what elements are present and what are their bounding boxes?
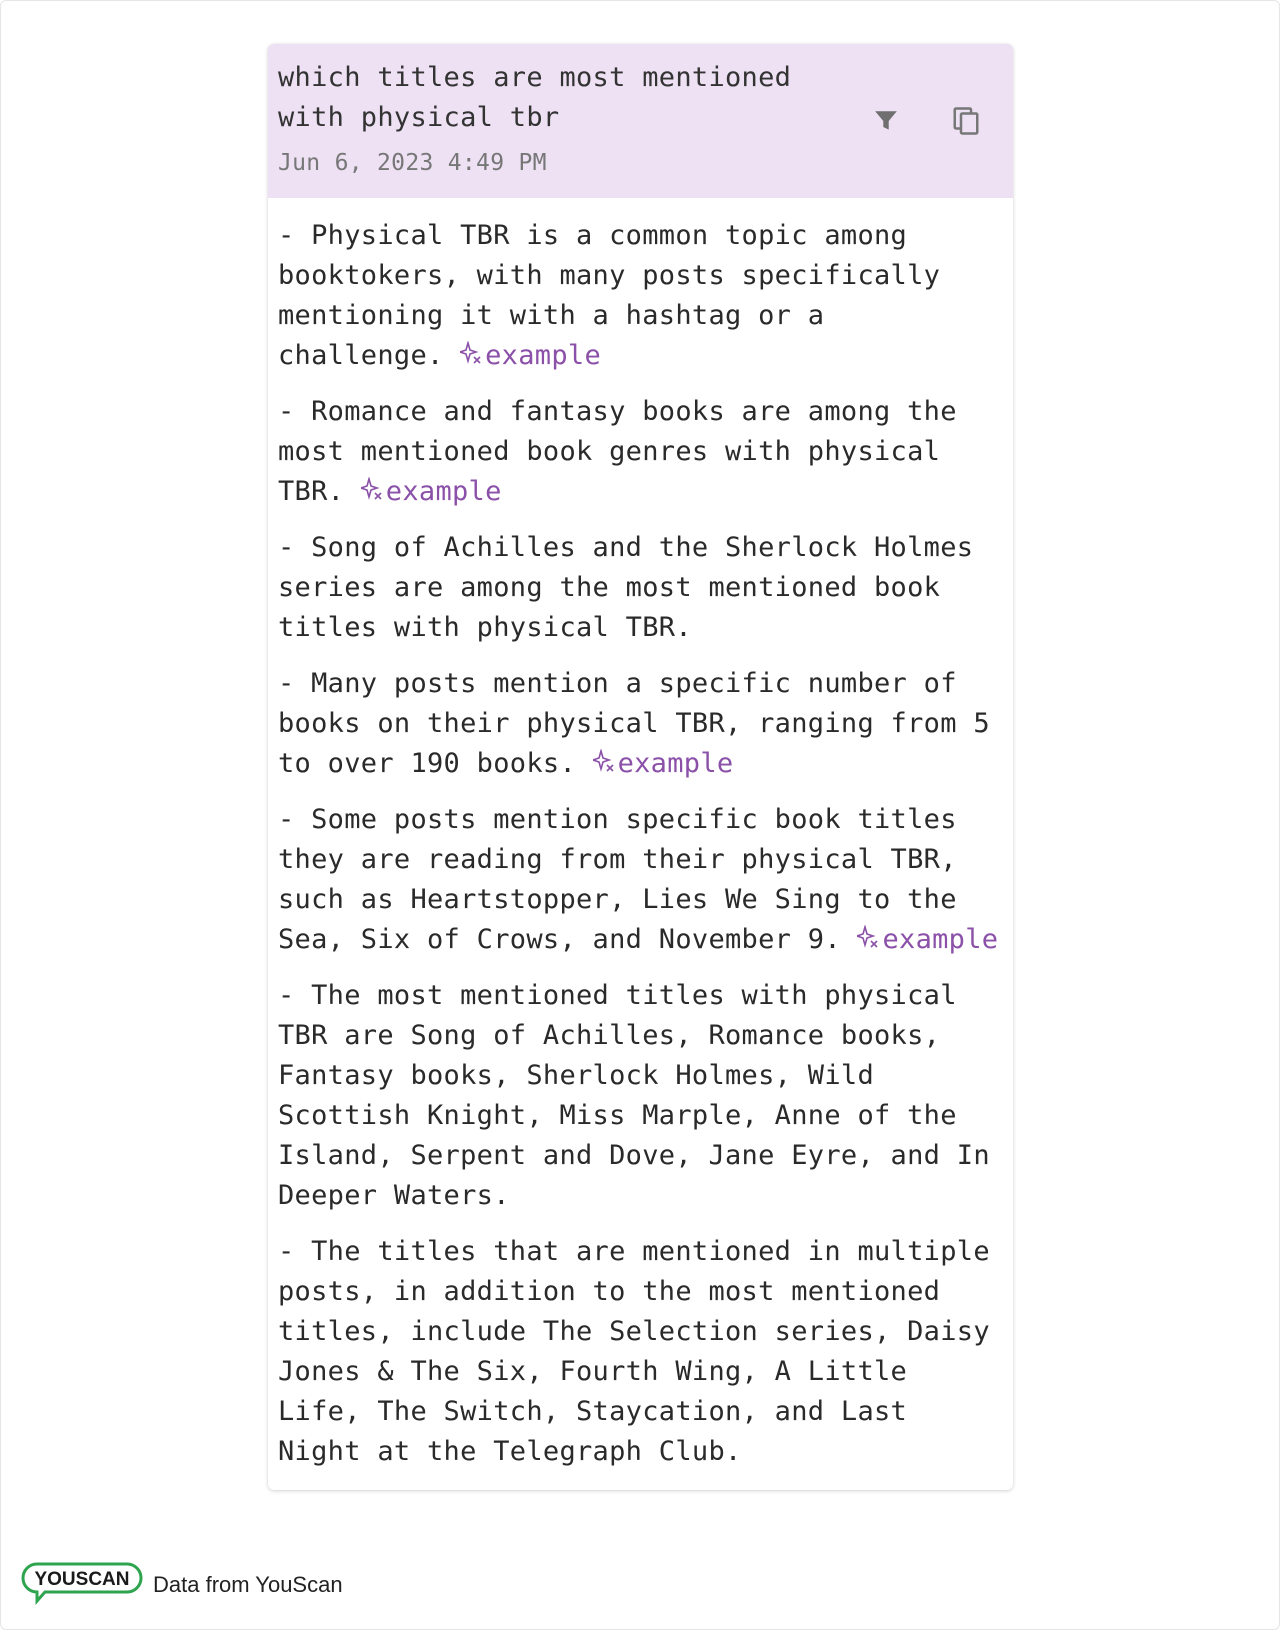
sparkle-icon xyxy=(460,341,484,367)
example-link-label: example xyxy=(385,476,502,507)
summary-item-text: - Physical TBR is a common topic among booktokers, with many posts specifically mentioning it with a hashtag or a challenge. xyxy=(278,220,941,371)
timestamp: Jun 6, 2023 4:49 PM xyxy=(278,150,547,176)
summary-item-text: - Many posts mention a specific number of books on their physical TBR, ranging from 5 to over 190 books. xyxy=(278,668,990,779)
query-header xyxy=(268,44,1013,198)
summary-item xyxy=(278,800,1003,960)
summary-item xyxy=(278,1232,1003,1472)
example-link-label: example xyxy=(617,748,734,779)
sparkle-icon xyxy=(857,925,881,951)
sparkle-icon xyxy=(361,477,385,503)
summary-item xyxy=(278,216,1003,376)
summary-item-text: - The titles that are mentioned in multiple posts, in addition to the most mentioned titles, include The Selection series, Daisy Jones & The Six, Fourth Wing, A Little Life, The Switch, Staycation, and Last Night at the Telegraph Club. xyxy=(278,1236,990,1467)
summary-item-text: - Song of Achilles and the Sherlock Holmes series are among the most mentioned book titles with physical TBR. xyxy=(278,532,974,643)
summary-list xyxy=(268,198,1013,1490)
logo-text: YOUSCAN xyxy=(34,1569,130,1590)
example-link-label: example xyxy=(882,924,999,955)
copy-icon[interactable] xyxy=(947,102,985,140)
example-link[interactable] xyxy=(857,924,998,955)
summary-item-text: - The most mentioned titles with physical TBR are Song of Achilles, Romance books, Fantasy books, Sherlock Holmes, Wild Scottish Knight, Miss Marple, Anne of the Island, Serpent and Dove, Jane Eyre, and In Deeper Waters. xyxy=(278,980,990,1211)
example-link[interactable] xyxy=(361,476,502,507)
youscan-logo[interactable] xyxy=(21,1561,143,1609)
summary-item-text: - Some posts mention specific book titles they are reading from their physical TBR, such as Heartstopper, Lies We Sing to the Sea, Six of Crows, and November 9. xyxy=(278,804,957,955)
summary-item-text: - Romance and fantasy books are among the most mentioned book genres with physical TBR. xyxy=(278,396,957,507)
header-actions xyxy=(867,102,985,140)
summary-item xyxy=(278,392,1003,512)
summary-item xyxy=(278,976,1003,1216)
summary-item xyxy=(278,664,1003,784)
example-link[interactable] xyxy=(593,748,734,779)
footer-text: Data from YouScan xyxy=(153,1572,343,1597)
query-text: which titles are most mentioned with physical tbr xyxy=(278,62,792,133)
footer xyxy=(21,1561,343,1609)
example-link[interactable] xyxy=(460,340,601,371)
filter-icon[interactable] xyxy=(867,102,905,140)
summary-item xyxy=(278,528,1003,648)
summary-card xyxy=(268,44,1013,1490)
sparkle-icon xyxy=(593,749,617,775)
example-link-label: example xyxy=(485,340,601,371)
